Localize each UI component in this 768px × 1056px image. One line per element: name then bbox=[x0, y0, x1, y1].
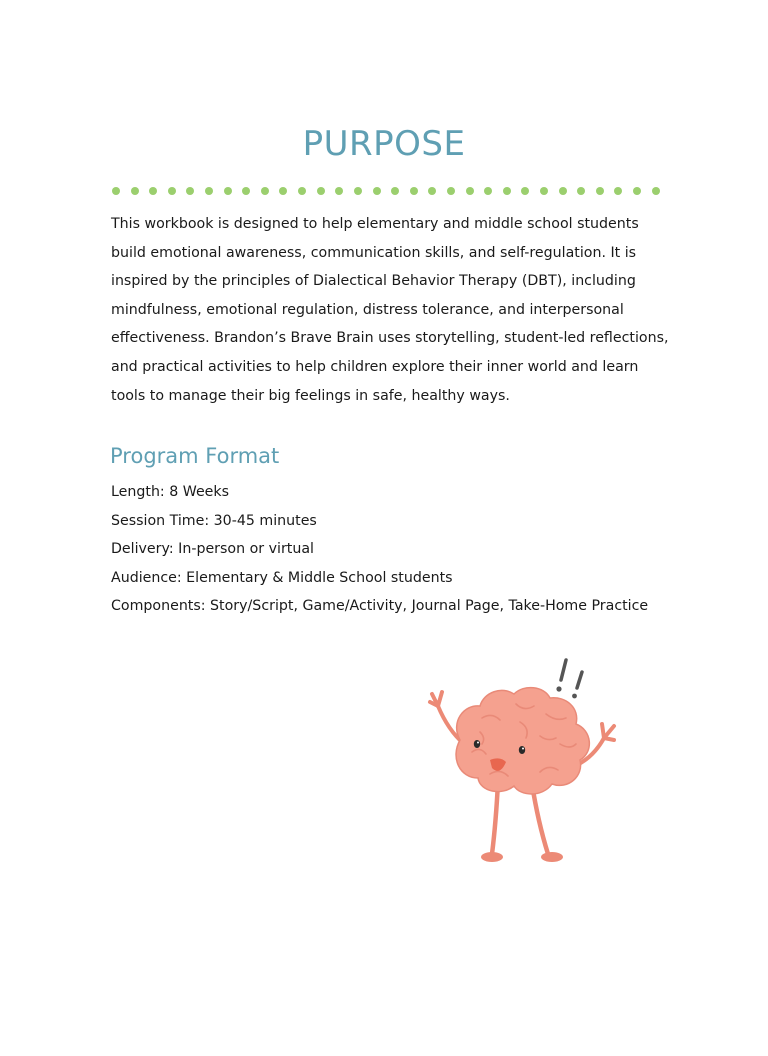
divider-dot bbox=[279, 187, 287, 195]
divider-dot bbox=[428, 187, 436, 195]
divider-dot bbox=[596, 187, 604, 195]
divider-dot bbox=[298, 187, 306, 195]
divider-dot bbox=[614, 187, 622, 195]
page-title: PURPOSE bbox=[302, 124, 466, 164]
divider-dot bbox=[224, 187, 232, 195]
divider-dot bbox=[205, 187, 213, 195]
divider-dot bbox=[186, 187, 194, 195]
divider-dot bbox=[559, 187, 567, 195]
divider-dot bbox=[354, 187, 362, 195]
program-format-heading: Program Format bbox=[110, 444, 280, 468]
format-item-delivery: Delivery: In-person or virtual bbox=[111, 541, 314, 558]
divider-dot bbox=[168, 187, 176, 195]
divider-dot bbox=[410, 187, 418, 195]
divider-dot bbox=[577, 187, 585, 195]
divider-dot bbox=[540, 187, 548, 195]
divider-dot bbox=[112, 187, 120, 195]
exclamation-icon bbox=[556, 660, 582, 698]
brain-body bbox=[456, 688, 589, 794]
format-item-length: Length: 8 Weeks bbox=[111, 484, 230, 500]
divider-dot bbox=[335, 187, 343, 195]
divider-dot bbox=[652, 187, 660, 195]
format-item-components: Components: Story/Script, Game/Activity, Journal Page, Take-Home Practice bbox=[111, 598, 649, 615]
divider-dot bbox=[242, 187, 250, 195]
divider-dot bbox=[261, 187, 269, 195]
divider-dot bbox=[149, 187, 157, 195]
divider-dot bbox=[466, 187, 474, 195]
divider-dot bbox=[373, 187, 381, 195]
divider-dot bbox=[391, 187, 399, 195]
intro-paragraph: This workbook is designed to help elementary and middle school students build emotional awareness, communication skills, and self-regulation. It is inspired by the principles of Dialectical Behavior Therapy (DBT), including mindfulness, emotional regulation, distress tolerance, and interpersonal effectiveness. Brandon’s Brave Brain uses storytelling, student-led reflections, and practical activities to help children explore their inner world and learn tools to manage their big feelings in safe, healthy ways. bbox=[111, 216, 669, 404]
format-item-session-time: Session Time: 30-45 minutes bbox=[111, 512, 317, 529]
brain-character-icon bbox=[420, 652, 630, 867]
dotted-divider bbox=[112, 186, 660, 196]
divider-dot bbox=[633, 187, 641, 195]
divider-dot bbox=[447, 187, 455, 195]
divider-dot bbox=[131, 187, 139, 195]
format-item-audience: Audience: Elementary & Middle School students bbox=[111, 569, 453, 586]
divider-dot bbox=[484, 187, 492, 195]
divider-dot bbox=[521, 187, 529, 195]
divider-dot bbox=[317, 187, 325, 195]
brain-character-illustration bbox=[420, 652, 630, 867]
divider-dot bbox=[503, 187, 511, 195]
program-format-list bbox=[111, 478, 648, 621]
